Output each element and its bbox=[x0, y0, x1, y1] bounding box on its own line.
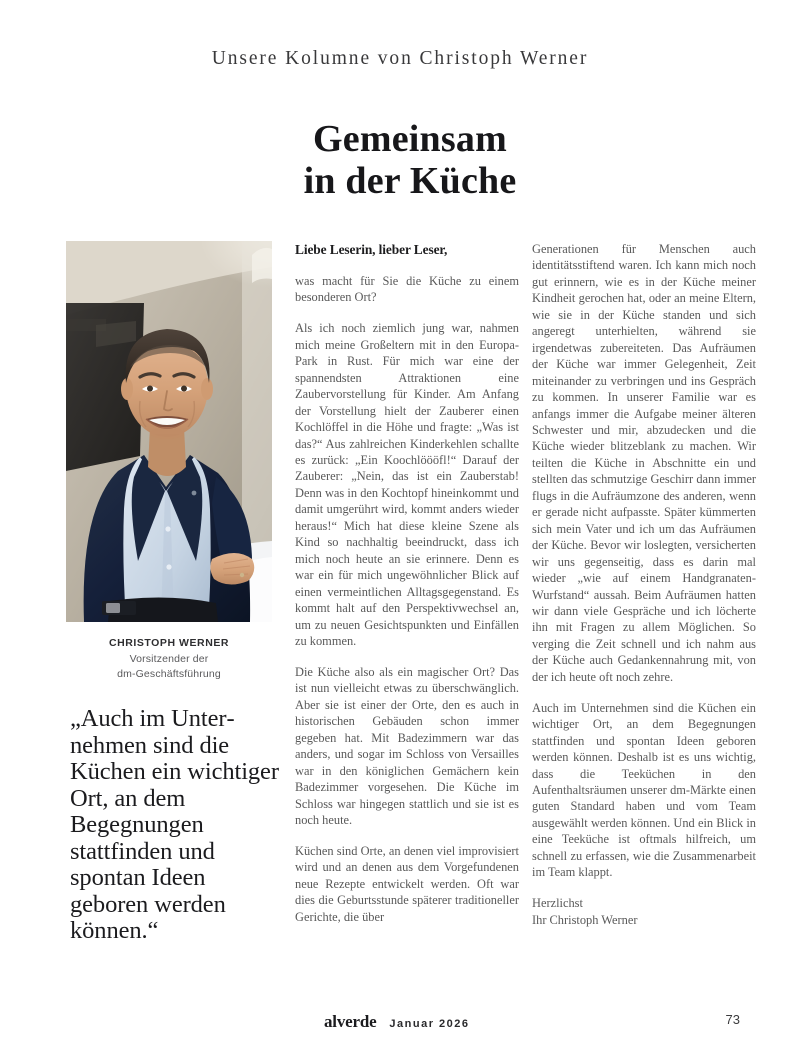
headline-line-1: Gemeinsam bbox=[313, 118, 507, 160]
footer-masthead bbox=[324, 1012, 470, 1032]
body-column-left bbox=[295, 241, 519, 925]
column-kicker: Unsere Kolumne von Christoph Werner bbox=[211, 48, 589, 69]
paragraph: was macht für Sie die Küche zu einem besonderen Ort? bbox=[295, 274, 519, 305]
paragraph: Generationen für Menschen auch identitätsstiftend waren. Ich kann mich noch gut erinnern, wie es in der Küche meiner Kindheit gerochen hat, oder an meine Eltern, wie sie in der Küche standen und sich angeregt unterhielten, während sie irgendetwas zubereiteten. Das Aufräumen der Küche war immer Gelegenheit, Zeit miteinander zu verbringen und ins Gespräch zu kommen. In unserer Familie war es anfangs immer die Aufgabe meiner älteren Schwester und mir, abzudecken und die Küche wieder blitzeblank zu machen. Wir teilten die Küche in Abschnitte ein und stellten das schmutzige Geschirr dann immer flugs in die Aufräumzone des anderen, wenn er gerade nicht aufpasste. Später kümmerten sich mein Vater und ich um das Aufräumen der Küche. Bevor wir loslegten, versicherten wir uns gegenseitig, dass es darin mal wieder „wie auf einem Handgranaten-Wurfstand“ aussah. Beim Aufräumen hatten wir dann viele Gespräche und ich löcherte ihn mit Fragen zu allem Möglichen. So verging die Zeit schnell und ich nahm aus der Küche auch Gedankennahrung mit, von der ich heute oft noch zehre. bbox=[532, 242, 756, 684]
paragraph: Die Küche also als ein magischer Ort? Das ist nun vielleicht etwas zu überschwänglich. Aber sie ist einer der Orte, den es auch in historischen Gebäuden schon immer gegeben hat. Mit Badezimmern war das anders, und sogar im Schloss von Versailles war in den königlichen Gemächern kein Badezimmer vorgesehen. Die Küche im Schloss war hingegen stattlich und sie ist es noch heute. bbox=[295, 664, 519, 828]
paragraph: Küchen sind Orte, an denen viel improvisiert wird und an denen aus dem Vorgefundenen neue Rezepte entwickelt werden. Oft war dies die Geburtsstunde späterer traditioneller Gerichte, die über bbox=[295, 844, 519, 924]
page-title bbox=[180, 118, 640, 202]
page-footer bbox=[66, 1006, 740, 1040]
portrait-illustration bbox=[66, 241, 272, 622]
issue-date: Januar 2026 bbox=[389, 1018, 470, 1030]
salutation: Liebe Leserin, lieber Leser, bbox=[295, 242, 448, 257]
caption-author-name: CHRISTOPH WERNER bbox=[108, 637, 230, 649]
paragraph: Auch im Unternehmen sind die Küchen ein wichtiger Ort, an dem Begegnungen stattfinden und spontan Ideen geboren werden können. Deshalb ist es uns wichtig, dass die Teeküchen in den Aufenthaltsräumen unserer dm-Märkte einen guten Standard haben und vom Team ausgewählt werden können. Und ein Blick in eine Teeküche ist oftmals hilfreich, um schnell zu erfassen, wie die Zusammenarbeit im Team klappt. bbox=[532, 700, 756, 880]
caption-author-role-line-1: Vorsitzender der bbox=[129, 653, 209, 665]
portrait-caption bbox=[66, 637, 272, 682]
caption-author-role-line-2: dm-Geschäftsführung bbox=[117, 668, 221, 680]
author-portrait-photo bbox=[66, 241, 272, 622]
magazine-brand-logo: alverde bbox=[324, 1012, 377, 1031]
body-column-right bbox=[532, 241, 756, 928]
headline-line-2: in der Küche bbox=[303, 160, 517, 202]
page-number: 73 bbox=[725, 1012, 740, 1027]
paragraph: Als ich noch ziemlich jung war, nahmen mich meine Großeltern mit in den Europa-Park in Rust. Für mich war eine der spannendsten Attraktionen eine Zaubervorstellung für Kinder. Am Anfang der Vorstellung hielt der Zauberer einen Kochlöffel in die Höhe und fragte: „Was ist das?“ Aus zahlreichen Kinderkehlen schallte es zurück: „Ein Koochlöööfl!“ Darauf der Zauberer: „Nein, das ist ein Zauberstab! Denn was in den Kochtopf hineinkommt und damit umgerührt wird, kommt anders wieder heraus!“ Mich hat diese kleine Szene als Kind so nachhaltig beeindruckt, dass ich mich noch heute an sie erinnere. Denn es war ein für mich ungewöhnlicher Blick auf einen vermeintlichen Alltagsgegenstand. Es kommt halt auf den Perspektivwechsel an, um zu neuen Gesichtspunkten und Einfällen zu kommen. bbox=[295, 321, 519, 649]
pull-quote: „Auch im Unternehmen sind die Küchen ein wichtiger Ort, an dem Begegnungen stattfinden und spontan Ideen geboren werden können.“ bbox=[70, 705, 279, 944]
signoff-line-2: Ihr Christoph Werner bbox=[532, 912, 638, 927]
signoff-line-1: Herzlichst bbox=[532, 896, 583, 911]
